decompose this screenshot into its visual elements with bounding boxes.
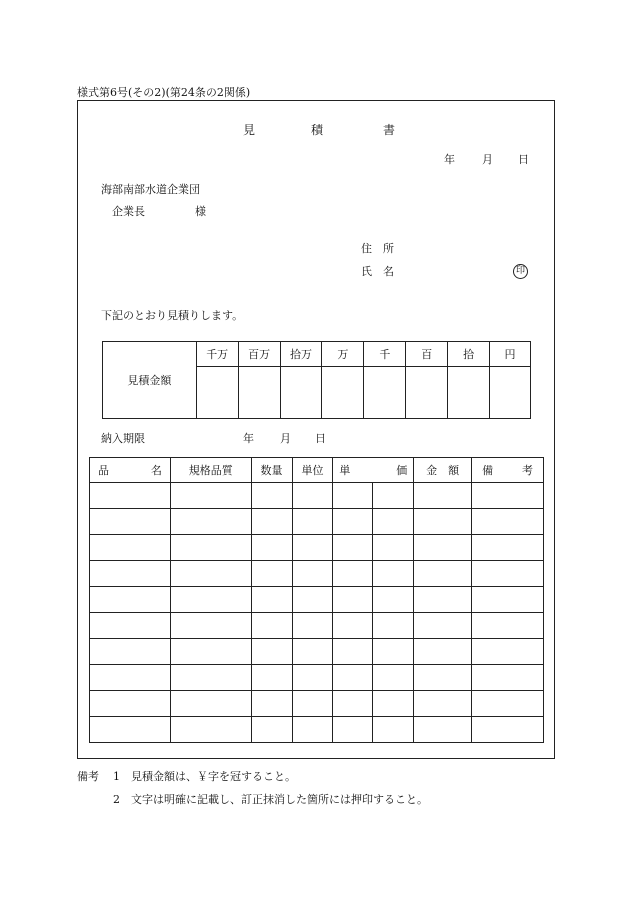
item-cell[interactable] bbox=[90, 691, 171, 717]
item-cell[interactable] bbox=[373, 717, 414, 743]
recipient-org: 海部南部水道企業団 bbox=[101, 183, 200, 196]
item-cell[interactable] bbox=[292, 639, 333, 665]
note-1-text: 見積金額は、￥字を冠すること。 bbox=[131, 770, 296, 783]
title-char-3: 書 bbox=[383, 123, 396, 137]
item-cell[interactable] bbox=[373, 509, 414, 535]
item-cell[interactable] bbox=[251, 717, 292, 743]
amount-label: 見積金額 bbox=[103, 342, 197, 419]
table-row bbox=[90, 535, 544, 561]
item-cell[interactable] bbox=[333, 717, 373, 743]
table-row bbox=[90, 509, 544, 535]
intro-text: 下記のとおり見積りします。 bbox=[101, 309, 244, 322]
item-cell[interactable] bbox=[373, 613, 414, 639]
item-cell[interactable] bbox=[373, 665, 414, 691]
delivery-day: 日 bbox=[315, 432, 326, 445]
table-row bbox=[90, 587, 544, 613]
item-cell[interactable] bbox=[170, 613, 251, 639]
unit-header: 百万 bbox=[238, 342, 280, 367]
amount-digit-cell[interactable] bbox=[322, 367, 364, 419]
unit-header: 百 bbox=[406, 342, 448, 367]
header-qty: 数量 bbox=[251, 458, 292, 483]
item-cell[interactable] bbox=[170, 639, 251, 665]
header-unit-price-b: 価 bbox=[396, 464, 408, 477]
table-row bbox=[90, 613, 544, 639]
table-row bbox=[90, 561, 544, 587]
header-item-name-b: 名 bbox=[150, 464, 162, 477]
item-cell[interactable] bbox=[292, 613, 333, 639]
header-remarks-b: 考 bbox=[522, 464, 533, 477]
item-cell[interactable] bbox=[414, 561, 472, 587]
table-row bbox=[90, 717, 544, 743]
date-month: 月 bbox=[482, 153, 493, 166]
item-cell[interactable] bbox=[90, 665, 171, 691]
note-1-number: 1 bbox=[113, 770, 120, 783]
item-cell[interactable] bbox=[170, 691, 251, 717]
item-cell[interactable] bbox=[333, 483, 373, 509]
delivery-label: 納入期限 bbox=[101, 432, 145, 445]
item-cell[interactable] bbox=[414, 665, 472, 691]
amount-digit-cell[interactable] bbox=[280, 367, 322, 419]
item-cell[interactable] bbox=[90, 561, 171, 587]
unit-header: 千 bbox=[364, 342, 406, 367]
recipient-person: 企業長 bbox=[112, 205, 145, 218]
date-year: 年 bbox=[444, 153, 455, 166]
item-cell[interactable] bbox=[90, 509, 171, 535]
item-cell[interactable] bbox=[90, 587, 171, 613]
header-unit: 単位 bbox=[292, 458, 333, 483]
item-cell[interactable] bbox=[472, 665, 544, 691]
table-row bbox=[90, 665, 544, 691]
item-cell[interactable] bbox=[333, 691, 373, 717]
item-cell[interactable] bbox=[472, 483, 544, 509]
item-cell[interactable] bbox=[90, 717, 171, 743]
header-remarks-a: 備 bbox=[482, 464, 494, 477]
delivery-month: 月 bbox=[280, 432, 291, 445]
header-remarks bbox=[472, 458, 544, 483]
item-cell[interactable] bbox=[472, 717, 544, 743]
item-cell[interactable] bbox=[472, 561, 544, 587]
item-cell[interactable] bbox=[414, 613, 472, 639]
title-char-1: 見 bbox=[243, 123, 256, 137]
header-unit-price bbox=[333, 458, 414, 483]
item-cell[interactable] bbox=[472, 509, 544, 535]
item-cell[interactable] bbox=[292, 691, 333, 717]
amount-digit-cell[interactable] bbox=[196, 367, 238, 419]
item-cell[interactable] bbox=[251, 587, 292, 613]
item-cell[interactable] bbox=[414, 587, 472, 613]
amount-digit-cell[interactable] bbox=[238, 367, 280, 419]
item-cell[interactable] bbox=[414, 535, 472, 561]
item-cell[interactable] bbox=[251, 665, 292, 691]
unit-header: 万 bbox=[322, 342, 364, 367]
item-cell[interactable] bbox=[333, 561, 373, 587]
item-cell[interactable] bbox=[472, 639, 544, 665]
item-cell[interactable] bbox=[251, 509, 292, 535]
item-cell[interactable] bbox=[170, 509, 251, 535]
item-cell[interactable] bbox=[414, 483, 472, 509]
item-cell[interactable] bbox=[373, 535, 414, 561]
amount-table bbox=[102, 341, 531, 419]
item-cell[interactable] bbox=[251, 691, 292, 717]
form-header: 様式第6号(その2)(第24条の2関係) bbox=[77, 86, 251, 99]
item-cell[interactable] bbox=[292, 509, 333, 535]
recipient-honorific: 様 bbox=[195, 205, 206, 218]
item-cell[interactable] bbox=[170, 587, 251, 613]
header-unit-price-a: 単 bbox=[339, 464, 351, 477]
item-cell[interactable] bbox=[251, 561, 292, 587]
item-cell[interactable] bbox=[292, 665, 333, 691]
item-cell[interactable] bbox=[251, 483, 292, 509]
amount-digit-cell[interactable] bbox=[406, 367, 448, 419]
item-cell[interactable] bbox=[373, 587, 414, 613]
item-cell[interactable] bbox=[333, 665, 373, 691]
item-cell[interactable] bbox=[333, 613, 373, 639]
item-cell[interactable] bbox=[90, 483, 171, 509]
table-row bbox=[90, 639, 544, 665]
unit-header: 拾万 bbox=[280, 342, 322, 367]
date-day: 日 bbox=[518, 153, 529, 166]
table-row bbox=[90, 691, 544, 717]
header-item-name bbox=[90, 458, 171, 483]
item-cell[interactable] bbox=[292, 587, 333, 613]
unit-header: 千万 bbox=[196, 342, 238, 367]
item-cell[interactable] bbox=[333, 587, 373, 613]
unit-header: 拾 bbox=[448, 342, 490, 367]
item-cell[interactable] bbox=[292, 561, 333, 587]
item-cell[interactable] bbox=[251, 613, 292, 639]
note-2-text: 文字は明確に記載し、訂正抹消した箇所には押印すること。 bbox=[131, 793, 428, 806]
item-cell[interactable] bbox=[373, 639, 414, 665]
title-char-2: 積 bbox=[311, 123, 324, 137]
item-cell[interactable] bbox=[472, 535, 544, 561]
item-cell[interactable] bbox=[170, 483, 251, 509]
item-cell[interactable] bbox=[373, 483, 414, 509]
item-cell[interactable] bbox=[472, 613, 544, 639]
item-cell[interactable] bbox=[373, 691, 414, 717]
item-cell[interactable] bbox=[170, 561, 251, 587]
amount-digit-cell[interactable] bbox=[448, 367, 490, 419]
item-cell[interactable] bbox=[414, 691, 472, 717]
table-row bbox=[90, 483, 544, 509]
header-spec: 規格品質 bbox=[170, 458, 251, 483]
delivery-year: 年 bbox=[243, 432, 254, 445]
item-cell[interactable] bbox=[373, 561, 414, 587]
item-cell[interactable] bbox=[90, 639, 171, 665]
item-cell[interactable] bbox=[292, 483, 333, 509]
name-label: 氏 名 bbox=[361, 265, 394, 278]
item-cell[interactable] bbox=[333, 639, 373, 665]
unit-header: 円 bbox=[490, 342, 531, 367]
item-cell[interactable] bbox=[292, 535, 333, 561]
item-cell[interactable] bbox=[90, 535, 171, 561]
note-2-number: 2 bbox=[113, 793, 120, 806]
item-cell[interactable] bbox=[251, 535, 292, 561]
items-table bbox=[89, 457, 544, 743]
item-cell[interactable] bbox=[170, 535, 251, 561]
item-cell[interactable] bbox=[472, 691, 544, 717]
header-item-name-a: 品 bbox=[98, 464, 109, 477]
header-amount: 金 額 bbox=[414, 458, 472, 483]
item-cell[interactable] bbox=[333, 535, 373, 561]
item-cell[interactable] bbox=[414, 509, 472, 535]
seal-mark bbox=[513, 264, 528, 279]
item-cell[interactable] bbox=[333, 509, 373, 535]
item-cell[interactable] bbox=[414, 717, 472, 743]
seal-icon: 印 bbox=[513, 264, 528, 279]
amount-digit-cell[interactable] bbox=[490, 367, 531, 419]
item-cell[interactable] bbox=[251, 639, 292, 665]
item-cell[interactable] bbox=[170, 665, 251, 691]
notes-label: 備考 bbox=[77, 770, 99, 783]
item-cell[interactable] bbox=[414, 639, 472, 665]
item-cell[interactable] bbox=[90, 613, 171, 639]
address-label: 住 所 bbox=[361, 242, 394, 255]
item-cell[interactable] bbox=[170, 717, 251, 743]
item-cell[interactable] bbox=[472, 587, 544, 613]
item-cell[interactable] bbox=[292, 717, 333, 743]
amount-digit-cell[interactable] bbox=[364, 367, 406, 419]
